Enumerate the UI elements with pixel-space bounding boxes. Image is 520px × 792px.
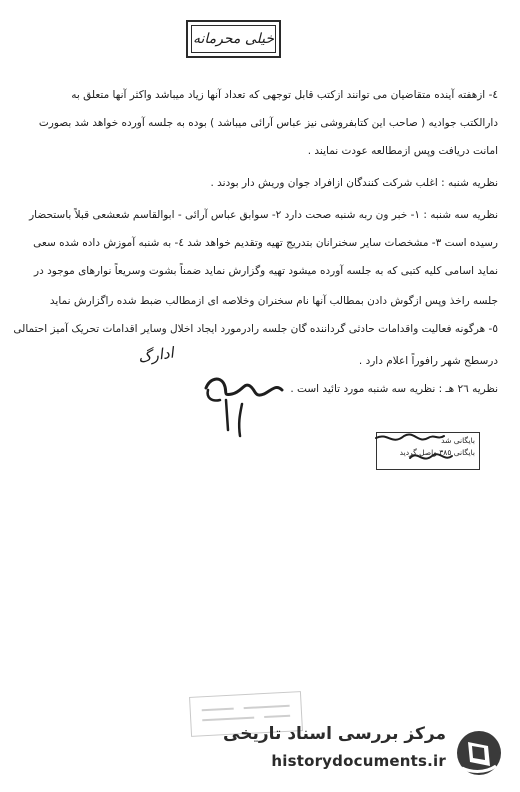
body-line-4: نظریه شنبه : اغلب شرکت کنندگان ازافراد جوان وریش دار بودند . [210,177,498,189]
received-stamp-signature [370,428,480,472]
watermark [200,718,510,788]
body-line-11: نظریه ٢٦ هـ : نظریه سه شنبه مورد تائید است . [290,383,498,395]
watermark-title: مرکز بررسی اسناد تاریخی [223,724,446,744]
received-stamp-line-1: بایگانی شد [441,436,475,445]
body-line-6: رسیده است ٣- مشخصات سایر سخنرانان بتدریج تهیه وتقدیم خواهد شد ٤- به شنبه آموزش داده شده سعی [33,237,498,249]
body-line-2: دارالکتب جوادیه ( صاحب این کتابفروشی نیز عباس آرائی میباشد ) بوده به جلسه آورده خواهد شد بصورت [38,117,498,129]
body-line-7: نماید اسامی کلیه کتبی که به جلسه آورده میشود تهیه وگزارش نماید ضمناً بشوت وسریعاً نوارهای موجود در [34,265,498,277]
body-line-8: جلسه راخذ وپس ازگوش دادن بمطالب آنها نام سخنران وخلاصه ای ازمطالب ضبط شده راگزارش نماید [49,295,498,307]
received-stamp-line-2: بایگانی ٣٨٥ واصل گردید [399,448,475,457]
body-line-10: درسطح شهر رافوراً اعلام دارد . [358,355,498,367]
handwritten-note: ادارگ [136,343,175,367]
body-line-9: ٥- هرگونه فعالیت واقدامات حادثی گرداننده گان جلسه رادرمورد ایجاد اخلال وسایر اقدامات تحریک آمیز احتمالی [13,323,498,335]
archive-logo-icon [454,728,504,778]
classification-stamp-text: خیلی محرمانه [192,31,275,47]
classification-stamp [186,20,281,58]
body-line-3: امانت دریافت وپس ازمطالعه عودت نمایند . [307,145,498,157]
watermark-url: historydocuments.ir [271,752,446,770]
body-line-1: ٤- ازهفته آینده متقاضیان می توانند ازکتب قابل توجهی که تعداد آنها زیاد میباشد واکثر آنها متعلق به [71,89,498,101]
handwritten-signature [198,360,288,460]
body-line-5: نظریه سه شنبه : ١- خبر ون ربه شنبه صحت دارد ٢- سوابق عباس آرائی - ابوالقاسم شعشعی قبلاً باستحضار [29,209,498,221]
